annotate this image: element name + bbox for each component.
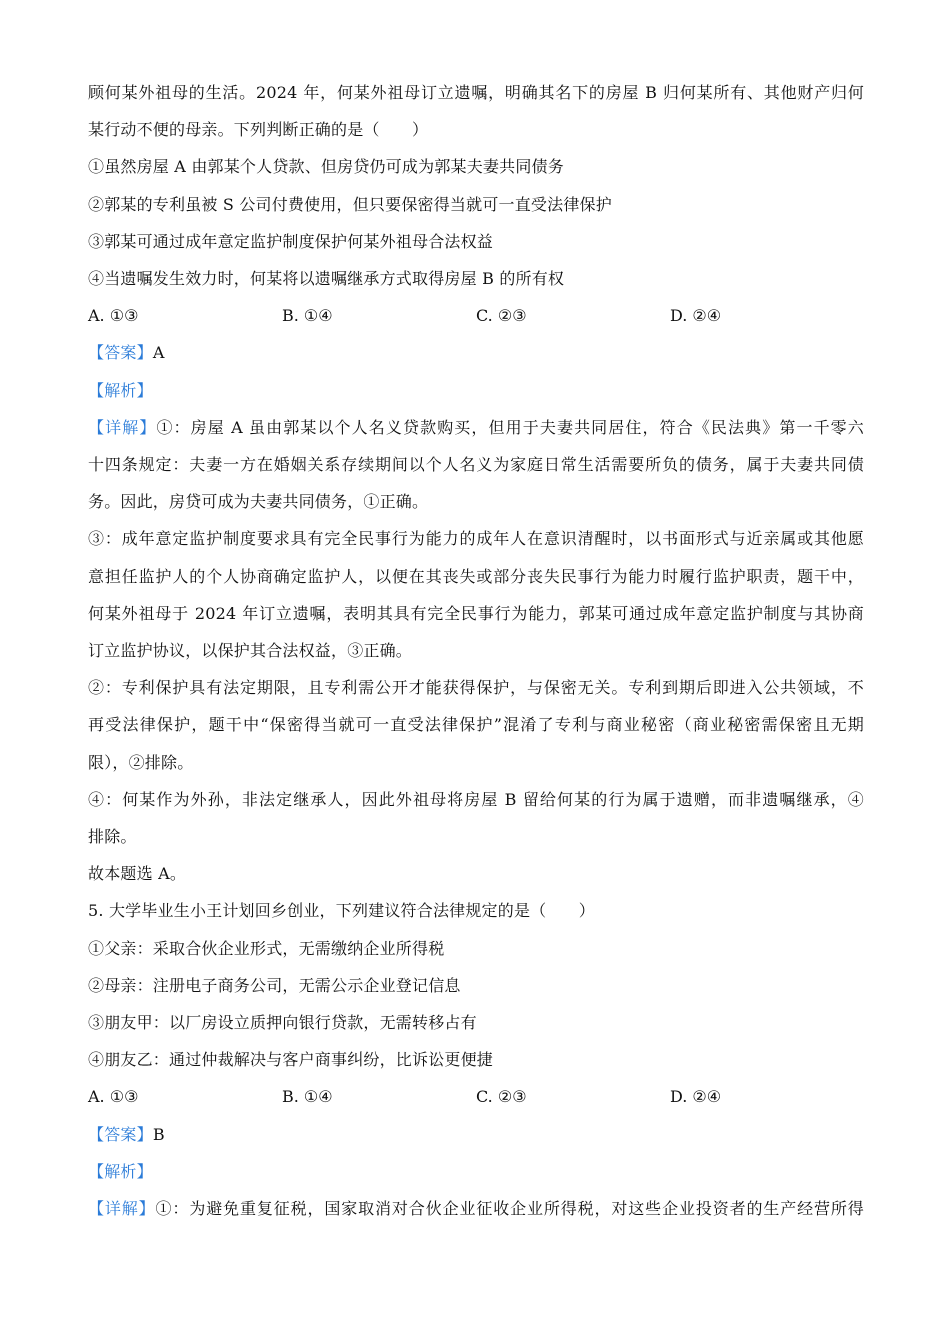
- q4-detail-2-line3: 限），②排除。: [88, 752, 194, 772]
- q4-item-4: ④当遗嘱发生效力时，何某将以遗嘱继承方式取得房屋 B 的所有权: [88, 269, 565, 289]
- q5-detail-1-line1: [88, 1190, 864, 1227]
- q5-answer: [88, 1116, 864, 1153]
- q5-item-2: ②母亲：注册电子商务公司，无需公示企业登记信息: [88, 975, 461, 995]
- q5-answer-value: B: [152, 1124, 165, 1144]
- q4-detail-1-line3: 务。因此，房贷可成为夫妻共同债务，①正确。: [88, 492, 429, 512]
- q5-stem: 5. 大学毕业生小王计划回乡创业，下列建议符合法律规定的是（ ）: [88, 901, 595, 921]
- q4-answer-value: A: [152, 343, 165, 363]
- q4-detail-1-text: ①：房屋 A 虽由郭某以个人名义贷款购买，但用于夫妻共同居住，符合《民法典》第一千零六: [156, 417, 864, 437]
- q4-detail-2-line2: 再受法律保护，题干中“保密得当就可一直受法律保护”混淆了专利与商业秘密（商业秘密需保密且无期: [88, 715, 864, 735]
- q4-option-a: A. ①③: [88, 306, 139, 326]
- q4-conclusion: 故本题选 A。: [88, 864, 187, 884]
- q4-analysis: [88, 372, 864, 409]
- q5-options: [88, 1078, 864, 1115]
- q4-analysis-label: 【解析】: [88, 380, 153, 400]
- q4-detail-3-line4: 订立监护协议，以保护其合法权益，③正确。: [88, 641, 413, 661]
- q4-detail-label: 【详解】: [88, 417, 157, 437]
- q4-detail-4-line1: ④：何某作为外孙，非法定继承人，因此外祖母将房屋 B 留给何某的行为属于遗赠，而非遗嘱继承，④: [88, 789, 864, 809]
- q5-item-3: ③朋友甲：以厂房设立质押向银行贷款，无需转移占有: [88, 1013, 477, 1033]
- q4-option-b: B. ①④: [282, 306, 333, 326]
- q5-analysis-label: 【解析】: [88, 1161, 153, 1181]
- q4-detail-1-line1: [88, 409, 864, 446]
- q4-option-d: D. ②④: [670, 306, 722, 326]
- q4-detail-2-line1: ②：专利保护具有法定期限，且专利需公开才能获得保护，与保密无关。专利到期后即进入公共领域，不: [88, 678, 864, 698]
- q4-stem-line2: 某行动不便的母亲。下列判断正确的是（ ）: [88, 120, 429, 140]
- q4-item-2: ②郭某的专利虽被 S 公司付费使用，但只要保密得当就可一直受法律保护: [88, 194, 612, 214]
- q5-item-4: ④朋友乙：通过仲裁解决与客户商事纠纷，比诉讼更便捷: [88, 1050, 494, 1070]
- q4-option-c: C. ②③: [476, 306, 527, 326]
- q5-analysis: [88, 1153, 864, 1190]
- q4-detail-3-line3: 何某外祖母于 2024 年订立遗嘱，表明其具有完全民事行为能力，郭某可通过成年意定监护制度与其协商: [88, 603, 864, 623]
- q5-option-b: B. ①④: [282, 1087, 333, 1107]
- q4-detail-3-line2: 意担任监护人的个人协商确定监护人，以便在其丧失或部分丧失民事行为能力时履行监护职责，题干中，: [88, 566, 864, 586]
- q4-answer: [88, 334, 864, 371]
- q4-detail-3-line1: ③：成年意定监护制度要求具有完全民事行为能力的成年人在意识清醒时，以书面形式与近亲属或其他愿: [88, 529, 864, 549]
- q4-item-1: ①虽然房屋 A 由郭某个人贷款、但房贷仍可成为郭某夫妻共同债务: [88, 157, 564, 177]
- q5-detail-1-text: ①：为避免重复征税，国家取消对合伙企业征收企业所得税，对这些企业投资者的生产经营所得: [155, 1199, 864, 1219]
- q5-answer-label: 【答案】: [88, 1124, 153, 1144]
- q5-option-a: A. ①③: [88, 1087, 139, 1107]
- q4-options: [88, 297, 864, 334]
- q4-detail-1-line2: 十四条规定：夫妻一方在婚姻关系存续期间以个人名义为家庭日常生活需要所负的债务，属于夫妻共同债: [88, 455, 864, 475]
- document-page: [88, 74, 864, 1227]
- q5-option-d: D. ②④: [670, 1087, 722, 1107]
- q4-stem-line1: 顾何某外祖母的生活。2024 年，何某外祖母订立遗嘱，明确其名下的房屋 B 归何某所有、其他财产归何: [88, 83, 864, 102]
- q4-detail-4-line2: 排除。: [88, 827, 137, 847]
- q5-item-1: ①父亲：采取合伙企业形式，无需缴纳企业所得税: [88, 938, 445, 958]
- q4-item-3: ③郭某可通过成年意定监护制度保护何某外祖母合法权益: [88, 231, 494, 251]
- q5-option-c: C. ②③: [476, 1087, 527, 1107]
- q4-answer-label: 【答案】: [88, 343, 153, 363]
- q5-detail-label: 【详解】: [88, 1199, 156, 1219]
